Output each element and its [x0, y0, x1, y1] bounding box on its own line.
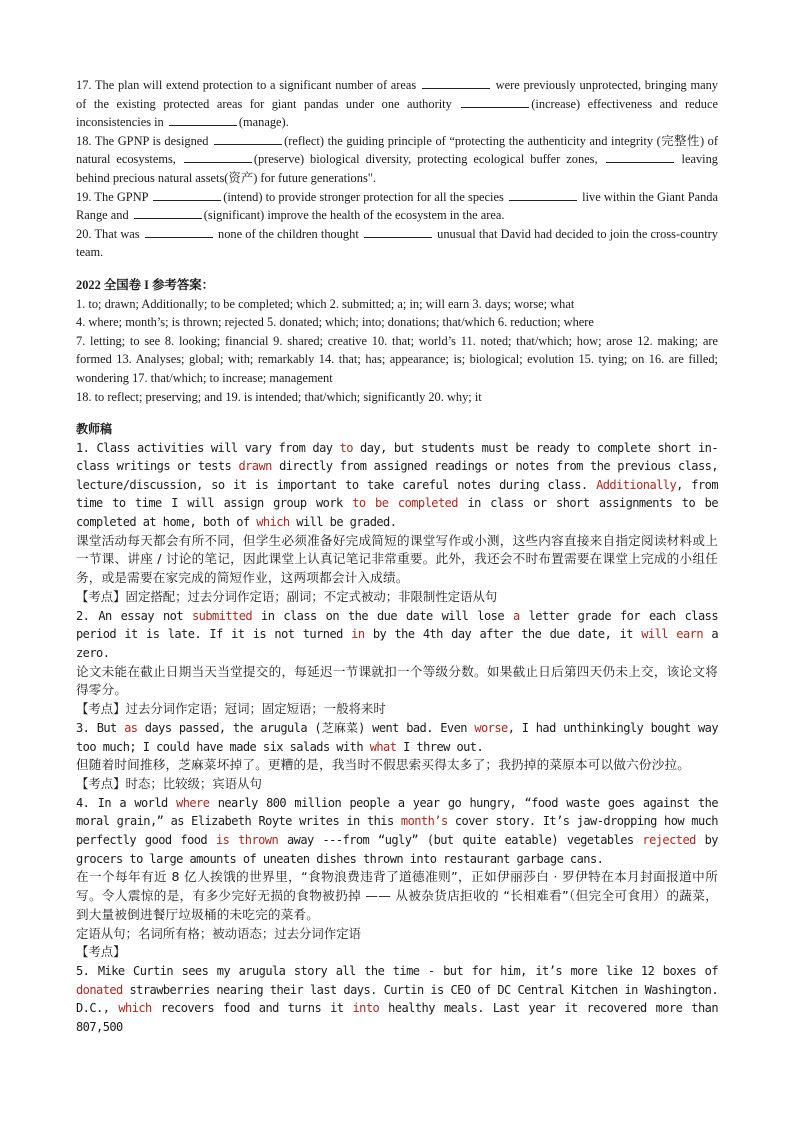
answer-blank[interactable] — [214, 133, 282, 145]
answer-highlight: month’s — [400, 814, 448, 829]
answer-highlight: into — [352, 1001, 380, 1016]
passage-text: directly from assigned readings or notes from the previous class, lecture/discussion, so it is important to take careful notes during class. — [76, 459, 718, 492]
question-text: unusual that David had decided to join the cross-country team. — [76, 226, 718, 260]
answer-blank[interactable] — [606, 151, 674, 163]
answer-line: 1. to; drawn; Additionally; to be completed; which 2. submitted; a; in; will earn 3. days; worse; what — [76, 296, 575, 311]
chinese-translation: 论文未能在截止日期当天当堂提交的，每延迟一节课就扣一个等级分数。如果截止日后第四天仍未上交，该论文将得零分。 — [76, 663, 718, 698]
teacher-passage — [76, 794, 718, 868]
question-q19 — [76, 188, 718, 225]
answer-blank[interactable] — [169, 114, 237, 126]
passage-text: day, but students must be ready to complete short in-class writings or tests — [76, 440, 718, 474]
teacher-passage — [76, 439, 718, 532]
answer-highlight: is thrown — [215, 832, 279, 847]
exam-points: 【考点】过去分词作定语；冠词；固定短语；一般将来时 — [76, 701, 386, 717]
question-text: 18. The GPNP is designed — [76, 133, 213, 148]
passage-text: away ---from “ugly” (but quite eatable) vegetables — [278, 832, 643, 847]
teacher-passage — [76, 607, 718, 663]
passage-text: I threw out. — [396, 739, 484, 754]
passage-text: cover story. It’s jaw-dropping how much perfectly good food — [76, 814, 718, 847]
chinese-translation: 在一个每年有近 8 亿人挨饿的世界里，“食物浪费违背了道德准则”，正如伊丽莎白 · 罗伊特在本月封面报道中所写。令人震惊的是，有多少完好无损的食物被扔掉 —— 从被杂货店拒收的 “长相难看”（但完全可食用）的蔬菜，到大量被倒进餐厅垃圾桶的未吃完的菜肴。 — [76, 869, 718, 922]
answer-line: 18. to reflect; preserving; and 19. is intended; that/which; significantly 20. why; it — [76, 389, 482, 404]
question-text: 17. The plan will extend protection to a significant number of areas — [76, 78, 420, 92]
passage-text: 2. An essay not — [76, 608, 192, 623]
answer-blank[interactable] — [461, 96, 529, 108]
question-q17 — [76, 76, 718, 132]
teacher-passage — [76, 962, 718, 1036]
document-page — [76, 76, 718, 1037]
exam-points: 【考点】固定搭配；过去分词作定语；副词；不定式被动；非限制性定语从句 — [76, 589, 498, 605]
chinese-translation: 课堂活动每天都会有所不同，但学生必须准备好完成简短的课堂写作或小测，这些内容直接来自指定阅读材料或上一节课、讲座 / 讨论的笔记，因此课堂上认真记笔记非常重要。此外，我还会不时布置需要在课堂上完成的小组任务，或是需要在家完成的简短作业，这两项都会计入成绩。 — [76, 532, 718, 586]
passage-text: in class on the due date will lose — [252, 608, 513, 623]
question-text: leaving behind precious natural assets(资产) for future generations". — [76, 152, 718, 185]
teacher-passage — [76, 719, 718, 756]
exam-points: 【考点】 — [76, 944, 126, 960]
question-text: were previously unprotected, bringing many of the existing protected areas for giant pandas under one authority — [76, 78, 718, 111]
question-text: (significant) improve the health of the ecosystem in the area. — [203, 208, 505, 223]
question-text: (preserve) biological diversity, protecting ecological buffer zones, — [253, 152, 604, 167]
passage-text: 4. In a world — [76, 795, 177, 810]
passage-text: nearly 800 million people a year go hungry, “food waste goes against the moral grain,” as Elizabeth Royte writes in this — [76, 795, 718, 829]
passage-text: 3. But — [76, 721, 125, 736]
passage-text: by grocers to large amounts of uneaten dishes thrown into restaurant garbage cans. — [76, 832, 718, 866]
answer-highlight: Additionally — [596, 477, 677, 492]
answer-blank[interactable] — [509, 189, 577, 201]
passage-text: a zero. — [76, 627, 718, 661]
exam-points-list: 定语从句；名词所有格；被动语态；过去分词作定语 — [76, 925, 361, 941]
question-text: 19. The GPNP — [76, 189, 152, 204]
passage-text: days passed, the arugula (芝麻菜) went bad. Even — [137, 721, 475, 736]
question-text: (increase) effectiveness and reduce inconsistencies in — [76, 96, 719, 130]
answer-line: 4. where; month’s; is thrown; rejected 5. donated; which; into; donations; that/which 6. reduction; where — [76, 315, 594, 330]
passage-text: recovers food and turns it — [151, 1001, 353, 1016]
question-q18 — [76, 132, 718, 188]
answer-highlight: which — [118, 1001, 152, 1016]
question-text: live within the Giant Panda Range and — [76, 189, 718, 223]
passage-text: by the 4th day after the due date, it — [364, 627, 642, 642]
answer-blank[interactable] — [422, 77, 490, 89]
answer-highlight: drawn — [238, 459, 272, 474]
passage-text: 1. Class activities will vary from day — [76, 440, 340, 455]
answer-highlight: rejected — [642, 832, 696, 847]
passage-text: healthy meals. Last year it recovered more than 807,500 — [76, 1001, 718, 1034]
passage-text: in class or short assignments to be completed at home, both of — [76, 496, 718, 530]
exam-points: 【考点】时态；比较级；宾语从句 — [76, 776, 262, 791]
answer-blank[interactable] — [134, 207, 202, 219]
answer-highlight: in — [351, 627, 365, 642]
answer-highlight: to be completed — [352, 496, 458, 511]
question-text: (manage). — [238, 115, 289, 130]
passage-text: strawberries nearing their last days. Curtin is CEO of DC Central Kitchen in Washington. D.C., — [76, 982, 718, 1016]
answer-blank[interactable] — [364, 226, 432, 238]
answer-blank[interactable] — [145, 226, 213, 238]
answer-highlight: submitted — [191, 608, 253, 623]
passage-text: , I had unthinkingly bought way too much; I could have made six salads with — [76, 721, 718, 754]
teacher-section-title: 教师稿 — [76, 422, 113, 437]
question-q20 — [76, 225, 718, 262]
question-text: none of the children thought — [214, 226, 362, 241]
passage-text: , from time to time I will assign group work — [76, 477, 718, 511]
answer-highlight: as — [124, 721, 138, 736]
answer-highlight: a — [512, 608, 520, 623]
answer-highlight: worse — [474, 721, 508, 736]
passage-text: will be graded. — [289, 515, 397, 530]
answer-line: 7. letting; to see 8. looking; financial 9. shared; creative 10. that; world’s 11. noted; that/which; how; arose 12. making; are formed 13. Analyses; global; with; remarkably 14. that; has; appearance; is; biological; evolution 15. tying; on 16. are filled; wondering 17. that/which; to increase; management — [76, 333, 718, 385]
chinese-translation: 但随着时间推移，芝麻菜坏掉了。更糟的是，我当时不假思索买得太多了；我扔掉的菜原本可以做六份沙拉。 — [76, 757, 691, 773]
answer-highlight: donated — [76, 982, 123, 997]
question-text: (reflect) the guiding principle of “protecting the authenticity and integrity (完整性) of natural ecosystems, — [76, 133, 719, 167]
passage-text: letter grade for each class period it is late. If it is not turned — [76, 608, 719, 642]
passage-text: 5. Mike Curtin sees my arugula story all the time - but for him, it’s more like 12 boxes of — [76, 964, 718, 979]
answer-highlight: where — [176, 795, 210, 810]
question-text: (intend) to provide stronger protection for all the species — [223, 189, 507, 204]
answers-title: 2022 全国卷 I 参考答案： — [76, 277, 215, 292]
answer-highlight: which — [256, 515, 290, 530]
answer-blank[interactable] — [153, 189, 221, 201]
answer-highlight: will earn — [641, 627, 703, 642]
question-text: 20. That was — [76, 226, 143, 241]
answer-blank[interactable] — [184, 151, 252, 163]
answer-highlight: what — [369, 739, 397, 754]
answer-highlight: to — [339, 440, 353, 455]
